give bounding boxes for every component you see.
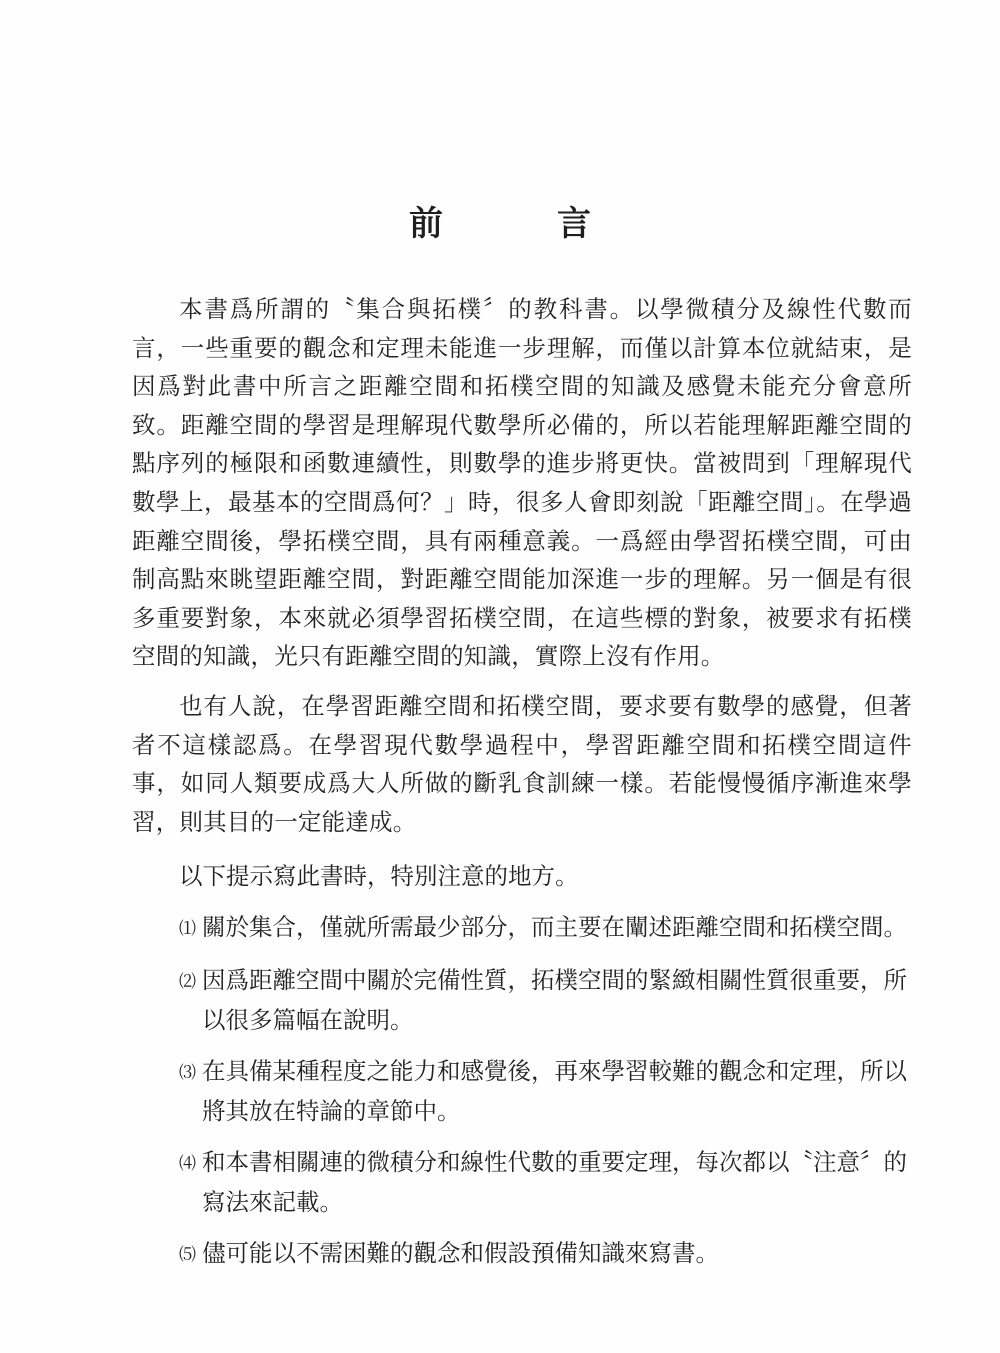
item-number: ⑸ — [179, 1245, 196, 1266]
paragraph-1: 本書爲所謂的〝集合與拓樸〞的教科書。以學微積分及線性代數而言，一些重要的觀念和定理未能進一步理解，而僅以計算本位就結束，是因爲對此書中所言之距離空間和拓樸空間的知識及感覺未能充分會意所致。距離空間的學習是理解現代數學所必備的，所以若能理解距離空間的點序列的極限和函數連續性，則數學的進步將更快。當被問到「理解現代數學上，最基本的空間爲何？」時，很多人會即刻說「距離空間」。在學過距離空間後，學拓樸空間，具有兩種意義。一爲經由學習拓樸空間，可由制高點來眺望距離空間，對距離空間能加深進一步的理解。另一個是有很多重要對象，本來就必須學習拓樸空間，在這些標的對象，被要求有拓樸空間的知識，光只有距離空間的知識，實際上沒有作用。 — [132, 295, 912, 671]
notes-list — [132, 908, 912, 1275]
item-text: 在具備某種程度之能力和感覺後，再來學習較難的觀念和定理，所以將其放在特論的章節中。 — [202, 1056, 907, 1126]
item-text: 和本書相關連的微積分和線性代數的重要定理，每次都以〝注意〞的寫法來記載。 — [202, 1147, 907, 1217]
item-number: ⑷ — [179, 1153, 196, 1174]
paragraph-2: 也有人說，在學習距離空間和拓樸空間，要求要有數學的感覺，但著者不這樣認爲。在學習現代數學過程中，學習距離空間和拓樸空間這件事，如同人類要成爲大人所做的斷乳食訓練一樣。若能慢慢循序漸進來學習，則其目的一定能達成。 — [132, 691, 912, 836]
list-item — [132, 961, 912, 1040]
item-text: 關於集合，僅就所需最少部分，而主要在闡述距離空間和拓樸空間。 — [202, 912, 907, 941]
list-intro: 以下提示寫此書時，特別注意的地方。 — [179, 862, 579, 891]
item-text: 因爲距離空間中關於完備性質，拓樸空間的緊緻相關性質很重要，所以很多篇幅在說明。 — [202, 965, 907, 1035]
item-number: ⑶ — [179, 1062, 196, 1083]
list-item — [132, 1234, 912, 1275]
list-item — [132, 1052, 912, 1131]
page-title: 前 言 — [409, 204, 631, 244]
preface-body — [132, 290, 912, 1287]
list-item — [132, 908, 912, 949]
item-number: ⑴ — [179, 918, 196, 939]
list-item — [132, 1143, 912, 1222]
item-number: ⑵ — [179, 971, 196, 992]
item-text: 儘可能以不需困難的觀念和假設預備知識來寫書。 — [202, 1239, 719, 1268]
